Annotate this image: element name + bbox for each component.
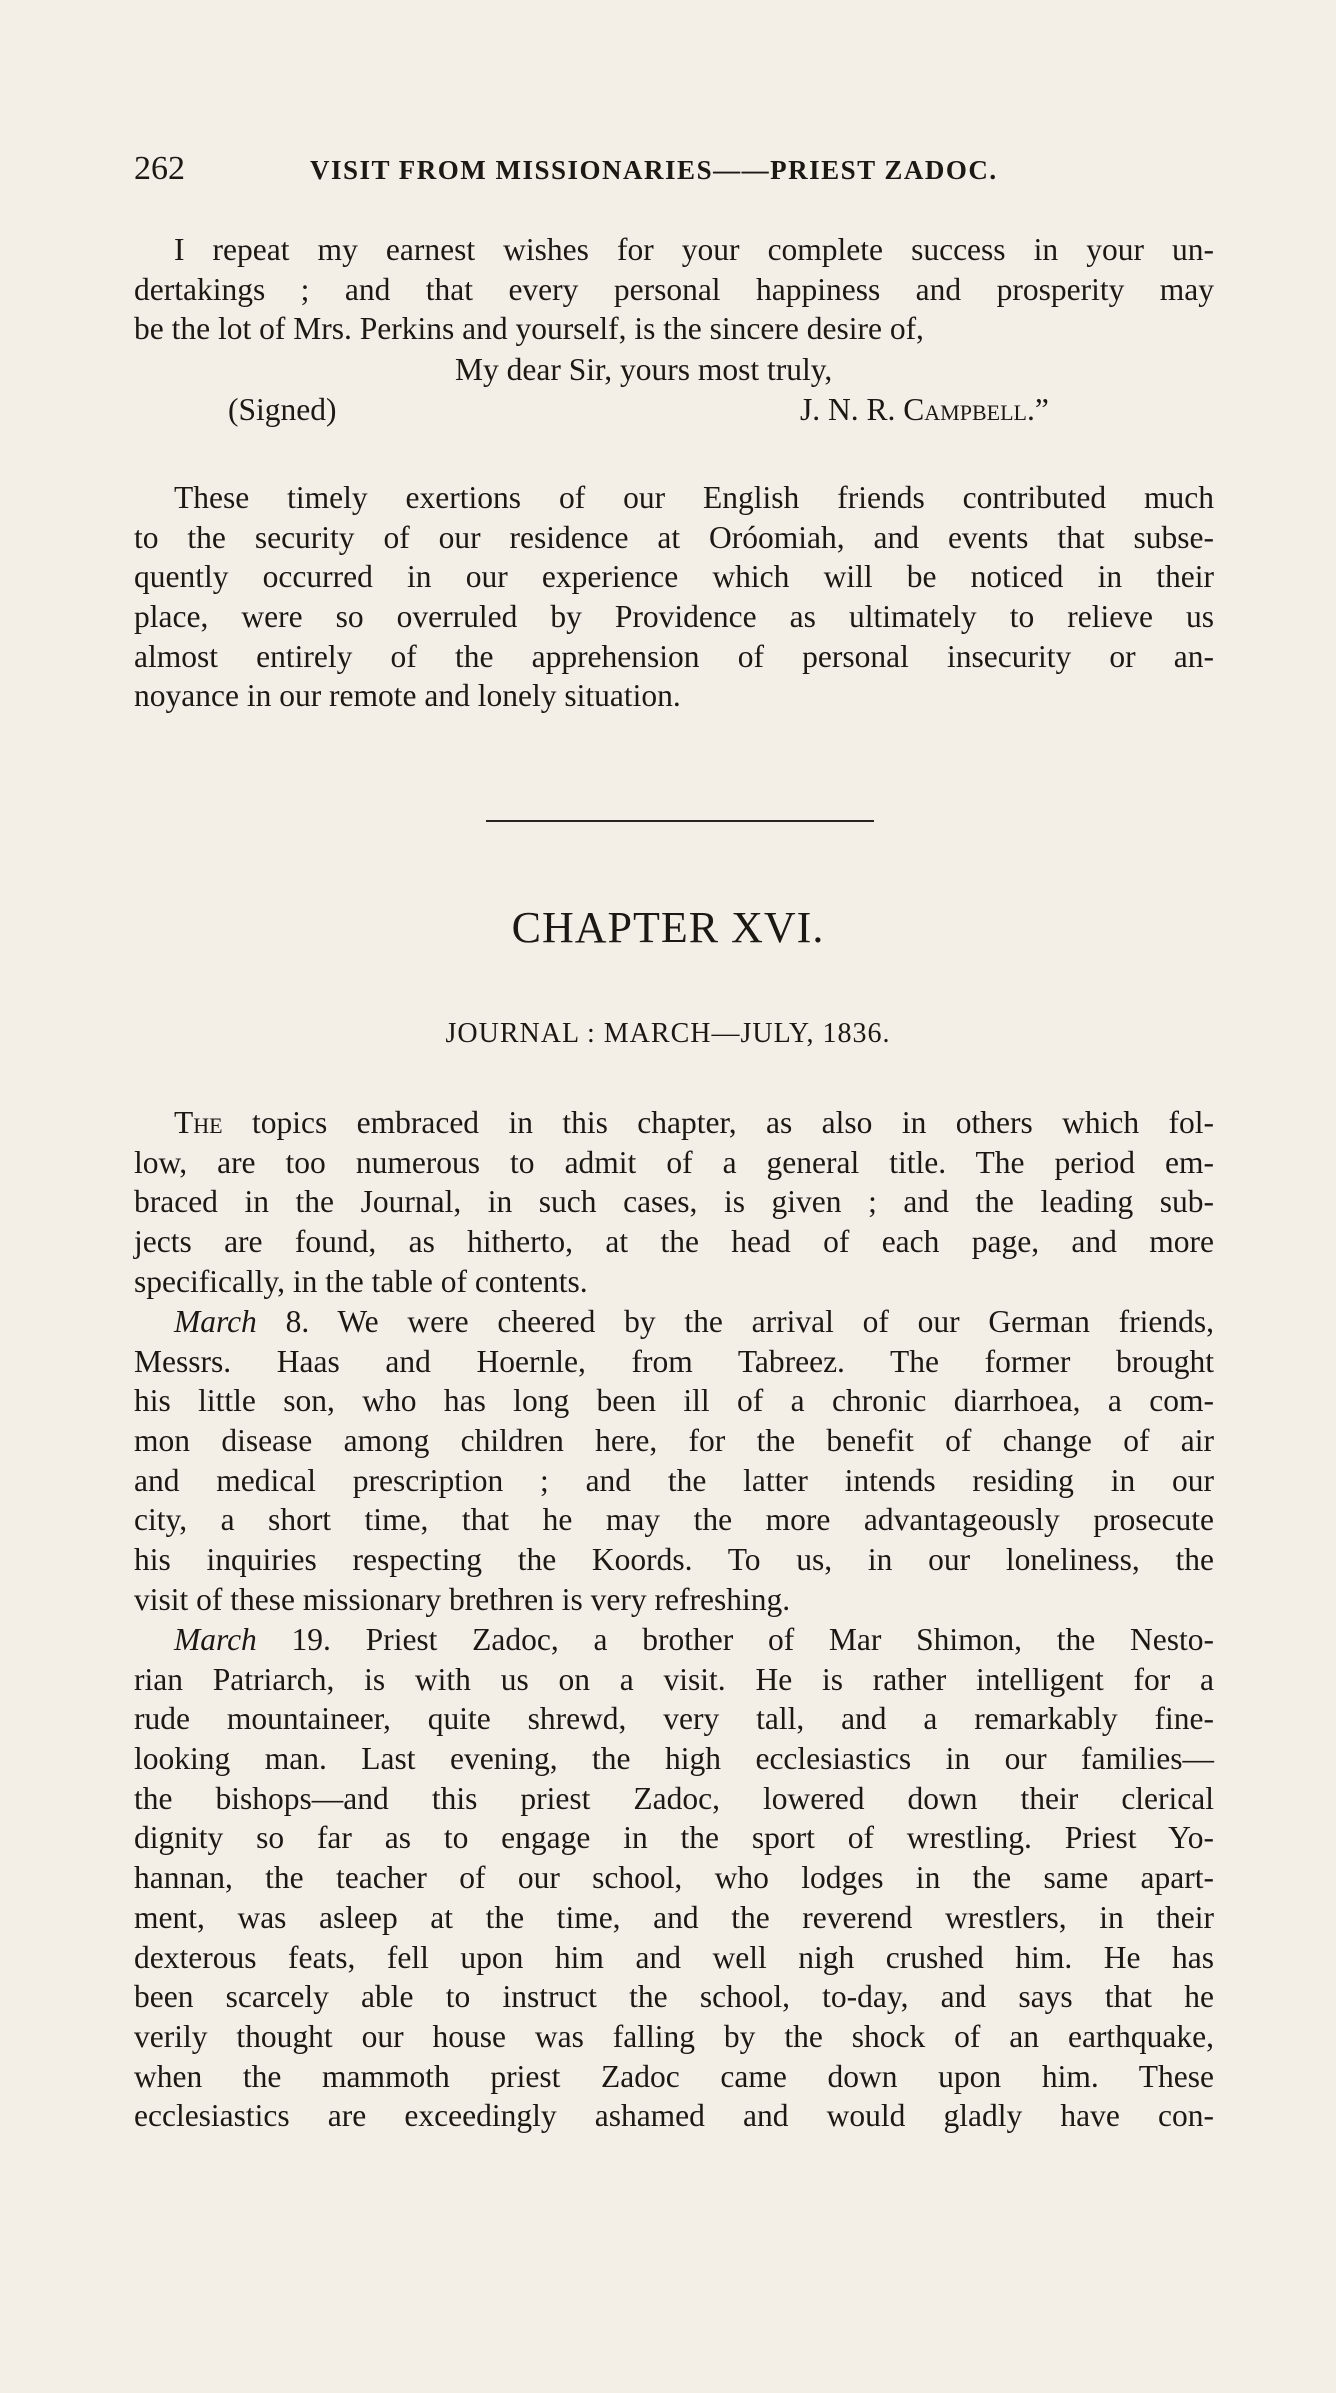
text-line: rian Patriarch, is with us on a visit. He is rather intelligent for a <box>134 1661 1214 1697</box>
text-line: braced in the Journal, in such cases, is given ; and the leading sub- <box>134 1184 1214 1220</box>
text-line: jects are found, as hitherto, at the head of each page, and more <box>134 1224 1214 1260</box>
text-line: city, a short time, that he may the more advantageously prosecute <box>134 1502 1214 1538</box>
paragraph-english-friends <box>134 478 1214 716</box>
text-line: be the lot of Mrs. Perkins and yourself, is the sincere desire of, <box>134 311 924 347</box>
text-line: his inquiries respecting the Koords. To us, in our loneliness, the <box>134 1542 1214 1578</box>
text-line <box>134 1302 1214 1342</box>
text-line: almost entirely of the apprehension of personal insecurity or an- <box>134 638 1214 674</box>
line-rest: Priest Zadoc, a brother of Mar Shimon, the Nesto- <box>330 1622 1214 1657</box>
running-head: VISIT FROM MISSIONARIES——PRIEST ZADOC. <box>310 155 998 185</box>
text-line: rude mountaineer, quite shrewd, very tall, and a remarkably fine- <box>134 1701 1214 1737</box>
text-line: his little son, who has long been ill of a chronic diarrhoea, a com- <box>134 1383 1214 1419</box>
entry-date: March <box>174 1622 257 1657</box>
text-line <box>134 1103 1214 1143</box>
drop-word: The <box>174 1105 223 1140</box>
text-line: ecclesiastics are exceedingly ashamed and would gladly have con- <box>134 2098 1214 2134</box>
text-line: dignity so far as to engage in the sport of wrestling. Priest Yo- <box>134 1820 1214 1856</box>
text-line: ment, was asleep at the time, and the reverend wrestlers, in their <box>134 1899 1214 1935</box>
line-rest: topics embraced in this chapter, as also in others which fol- <box>222 1105 1214 1140</box>
chapter-subtitle: JOURNAL : MARCH—JULY, 1836. <box>445 1018 891 1049</box>
text-line: visit of these missionary brethren is very refreshing. <box>134 1581 791 1617</box>
text-line: Messrs. Haas and Hoernle, from Tabreez. The former brought <box>134 1343 1214 1379</box>
signature <box>800 392 1049 428</box>
text-line: hannan, the teacher of our school, who lodges in the same apart- <box>134 1860 1214 1896</box>
journal-entry-march-19 <box>134 1620 1214 2136</box>
text-line: quently occurred in our experience which will be noticed in their <box>134 559 1214 595</box>
text-line: dexterous feats, fell upon him and well nigh crushed him. He has <box>134 1939 1214 1975</box>
text-line: low, are too numerous to admit of a general title. The period em- <box>134 1144 1214 1180</box>
text-line: specifically, in the table of contents. <box>134 1263 588 1299</box>
signature-initials: J. N. R. <box>800 392 896 427</box>
text-line: place, were so overruled by Providence as ultimately to relieve us <box>134 599 1214 635</box>
section-divider <box>486 820 874 822</box>
chapter-title: CHAPTER XVI. <box>511 903 825 952</box>
text-line: been scarcely able to instruct the school, to-day, and says that he <box>134 1979 1214 2015</box>
text-line: verily thought our house was falling by the shock of an earthquake, <box>134 2018 1214 2054</box>
letter-valediction: My dear Sir, yours most truly, <box>455 352 833 387</box>
line-rest: We were cheered by the arrival of our German friends, <box>309 1304 1215 1339</box>
paragraph-chapter-intro <box>134 1103 1214 1301</box>
letter-closing-paragraph <box>134 230 1214 349</box>
text-line: looking man. Last evening, the high ecclesiastics in our families— <box>134 1741 1214 1777</box>
entry-day: 8. <box>256 1304 310 1339</box>
page-number: 262 <box>134 150 185 187</box>
text-line: when the mammoth priest Zadoc came down upon him. These <box>134 2058 1214 2094</box>
entry-day: 19. <box>256 1622 331 1657</box>
text-line: to the security of our residence at Oróomiah, and events that subse- <box>134 519 1214 555</box>
text-line: noyance in our remote and lonely situation. <box>134 678 681 714</box>
text-line: These timely exertions of our English friends contributed much <box>174 480 1214 515</box>
page-header <box>134 150 1214 194</box>
text-line <box>134 1620 1214 1660</box>
text-line: dertakings ; and that every personal happiness and prosperity may <box>134 271 1214 307</box>
text-line: mon disease among children here, for the benefit of change of air <box>134 1423 1214 1459</box>
text-line: I repeat my earnest wishes for your complete success in your un- <box>174 232 1214 267</box>
entry-date: March <box>174 1304 257 1339</box>
journal-entry-march-8 <box>134 1302 1214 1620</box>
text-line: the bishops—and this priest Zadoc, lowered down their clerical <box>134 1780 1214 1816</box>
signature-surname: Campbell.” <box>903 392 1049 427</box>
text-line: and medical prescription ; and the latter intends residing in our <box>134 1462 1214 1498</box>
signed-label: (Signed) <box>228 392 337 427</box>
